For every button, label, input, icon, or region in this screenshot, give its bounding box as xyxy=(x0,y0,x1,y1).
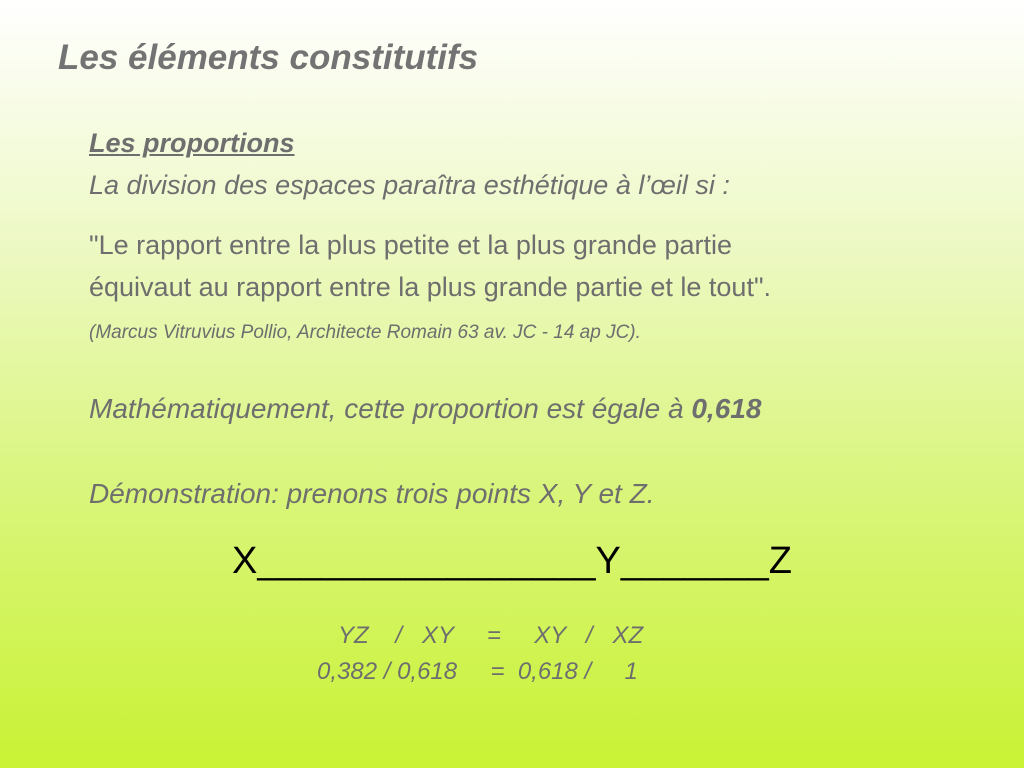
slide-title: Les éléments constitutifs xyxy=(58,38,479,77)
citation: (Marcus Vitruvius Pollio, Architecte Romain 63 av. JC - 14 ap JC). xyxy=(89,322,641,343)
equation-line-2: 0,382 / 0,618 = 0,618 / 1 xyxy=(317,658,638,685)
quote-line-1: "Le rapport entre la plus petite et la plus grande partie xyxy=(89,230,732,260)
section-subtitle: Les proportions xyxy=(89,128,295,158)
math-value: 0,618 xyxy=(691,393,762,424)
demonstration-text: Démonstration: prenons trois points X, Y et Z. xyxy=(89,478,655,509)
segment-xyz: X________________Y_______Z xyxy=(232,540,792,582)
intro-text: La division des espaces paraîtra esthétique à l’œil si : xyxy=(89,170,730,200)
equation-line-1: YZ / XY = XY / XZ xyxy=(338,622,644,649)
math-text: Mathématiquement, cette proportion est égale à xyxy=(89,393,692,424)
math-statement xyxy=(89,393,761,425)
quote-line-2: équivaut au rapport entre la plus grande partie et le tout". xyxy=(89,272,772,302)
